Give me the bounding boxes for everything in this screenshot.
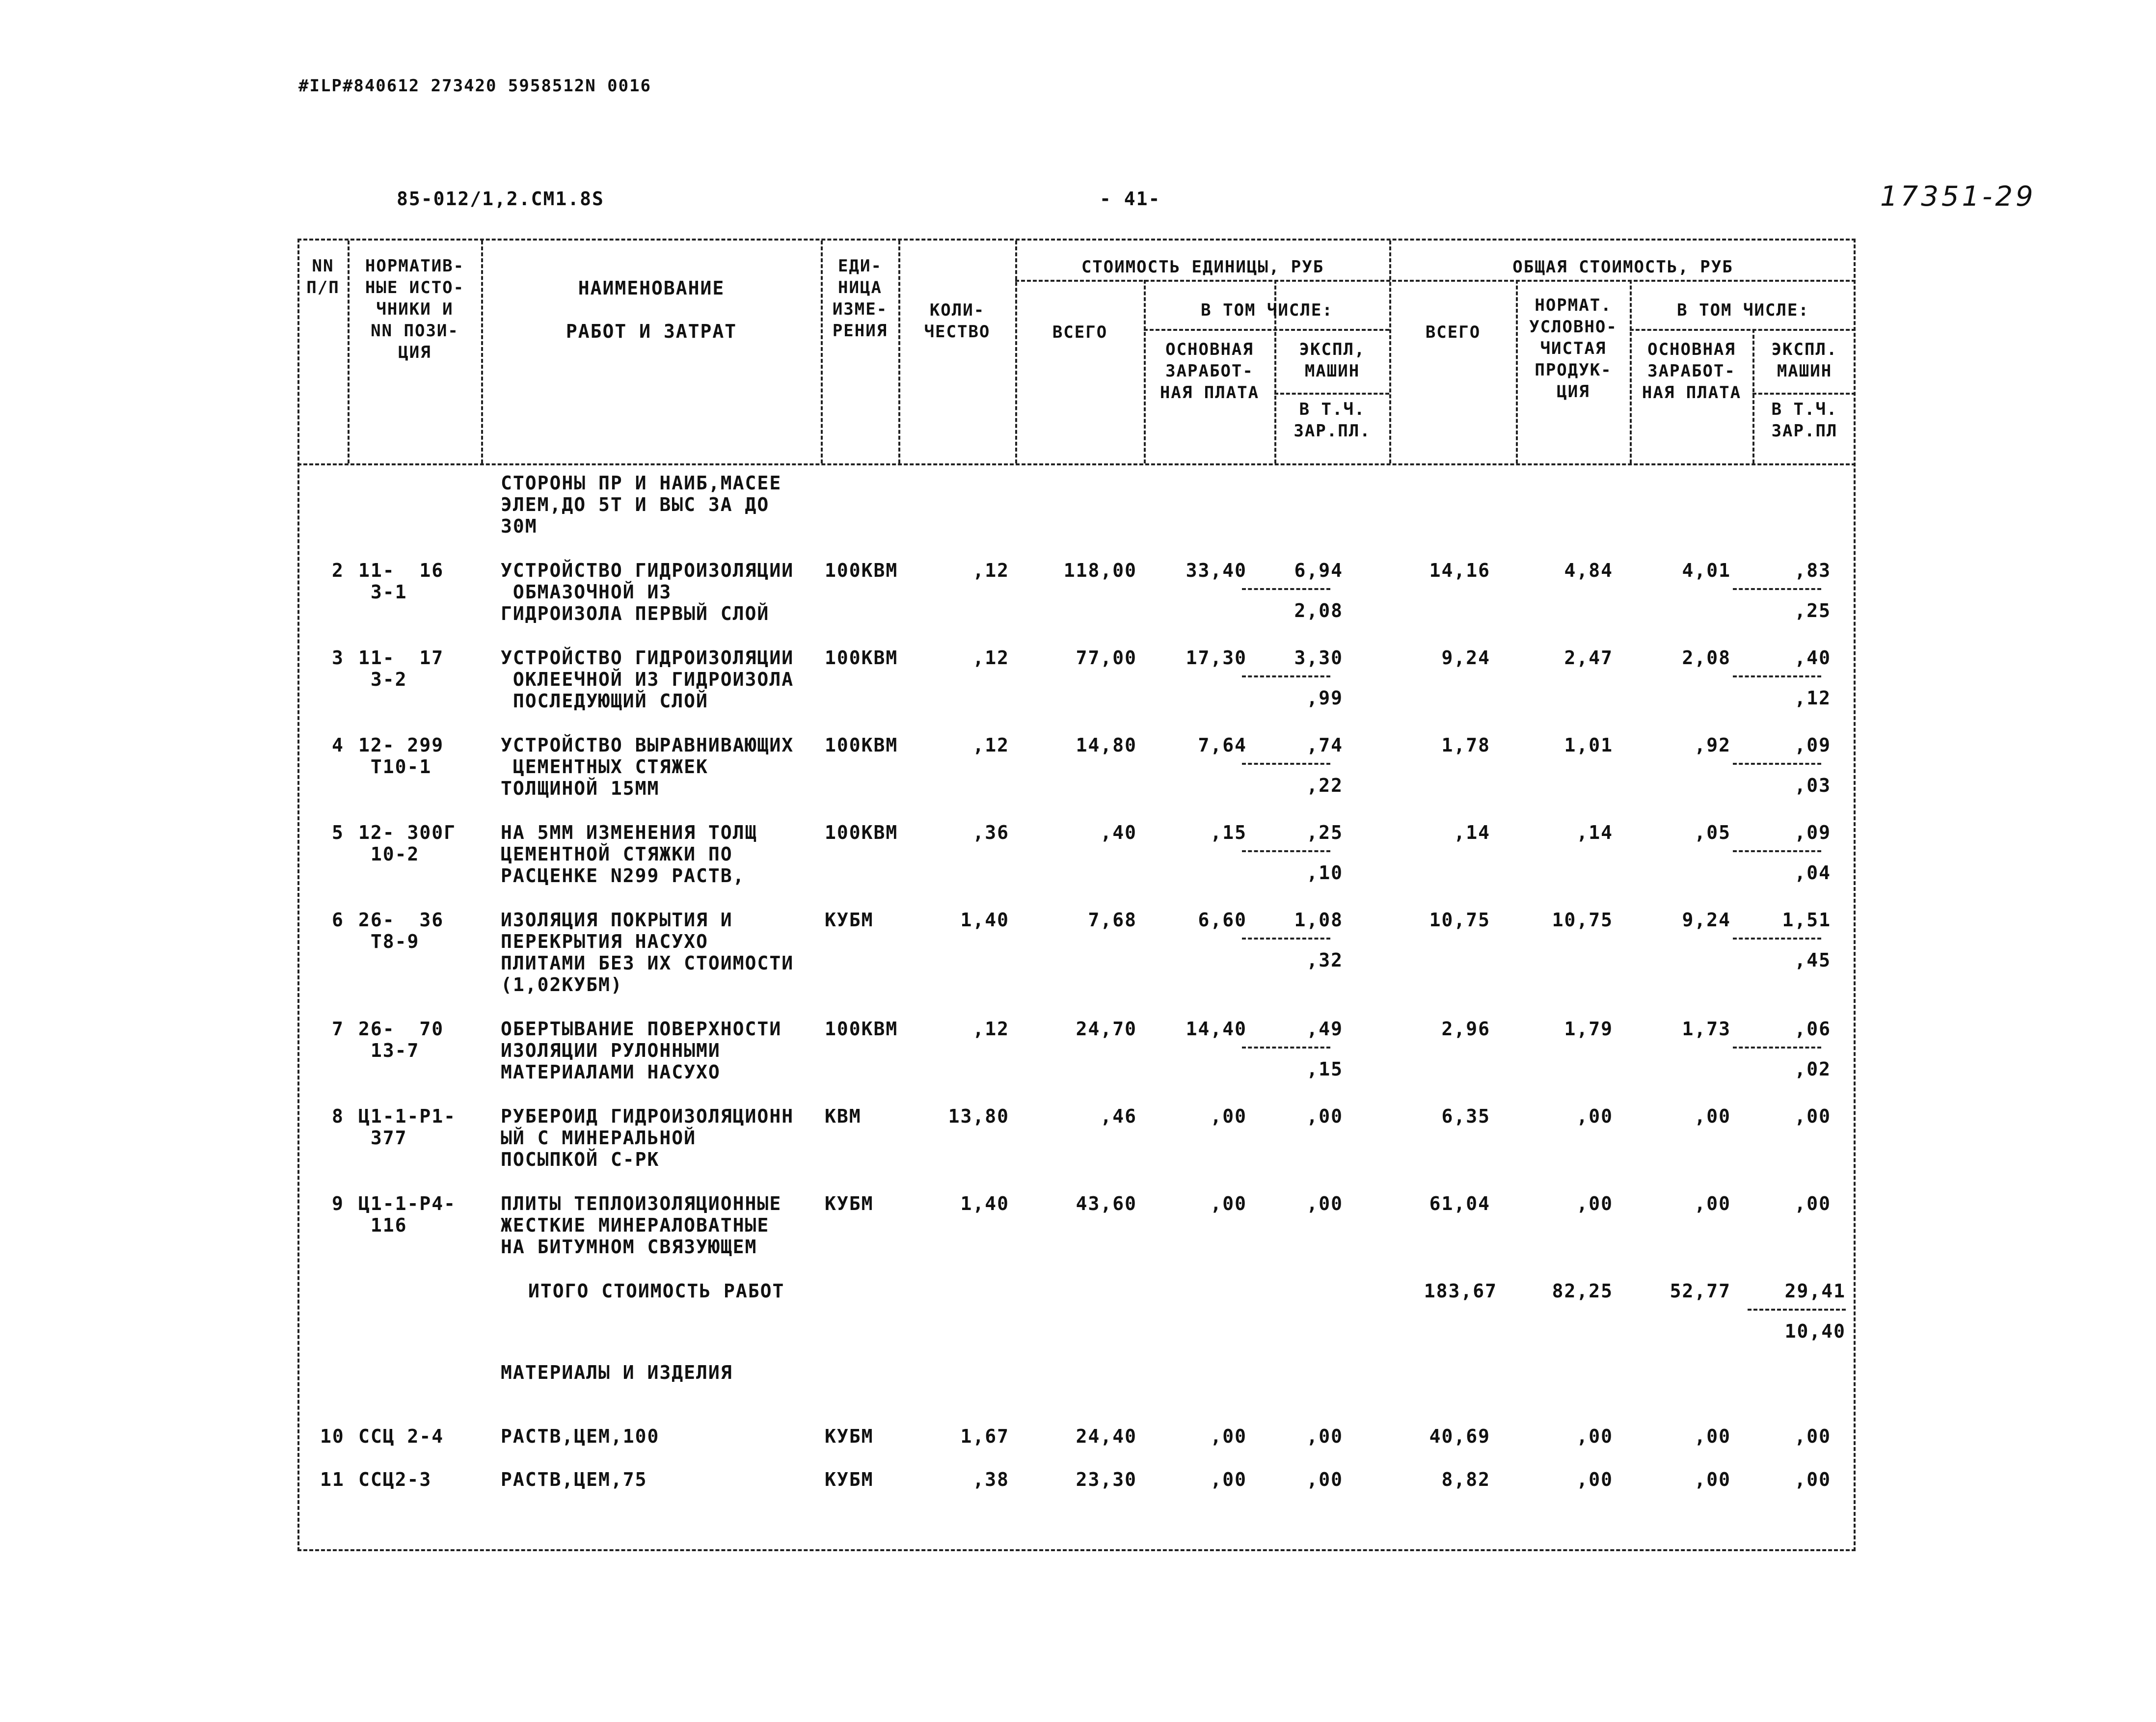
row-unit-wage: 17,30 [1186, 647, 1247, 669]
row-total-mach-wage: ,02 [1794, 1058, 1831, 1080]
row-qty: 13,80 [948, 1105, 1009, 1127]
row-total-norm: 10,75 [1552, 909, 1613, 931]
mach-wage-rule [1752, 393, 1856, 395]
row-unit-total: 7,68 [1088, 909, 1137, 931]
row-qty: ,12 [972, 734, 1009, 756]
mach-wage-separator [1733, 938, 1821, 940]
row-total-mach: 1,51 [1782, 909, 1831, 931]
row-number: 10 [320, 1426, 345, 1447]
row-total-norm: ,00 [1576, 1105, 1613, 1127]
header-bottom-rule [297, 463, 1856, 465]
row-unit-wage: 6,60 [1198, 909, 1247, 931]
row-unit-total: 77,00 [1076, 647, 1137, 669]
row-number: 8 [332, 1105, 344, 1127]
row-total-mach: ,09 [1794, 734, 1831, 756]
mach-wage-separator [1733, 675, 1821, 677]
section-title: МАТЕРИАЛЫ И ИЗДЕЛИЯ [501, 1362, 733, 1383]
row-total-mach: ,83 [1794, 560, 1831, 581]
row-total-wage: ,00 [1694, 1426, 1731, 1447]
row-source: 12- 300Г 10-2 [358, 822, 457, 865]
row-source: 26- 70 13-7 [358, 1018, 444, 1061]
mach-wage-separator [1733, 588, 1821, 590]
row-name: РАСТВ,ЦЕМ,75 [501, 1469, 647, 1490]
row-total-mach: ,06 [1794, 1018, 1831, 1040]
total-incl-header: В ТОМ ЧИСЛЕ: [1677, 300, 1809, 320]
row-unit-mach: 1,08 [1294, 909, 1343, 931]
row-unit-total: ,40 [1100, 822, 1137, 843]
col-normative-header: НОРМАТИВ- НЫЕ ИСТО- ЧНИКИ И NN ПОЗИ- ЦИЯ [365, 256, 465, 362]
mach-wage-separator [1733, 850, 1821, 852]
row-unit-total: 24,70 [1076, 1018, 1137, 1040]
row-unit: КУБМ [825, 1469, 874, 1490]
row-unit: 100КВМ [825, 822, 898, 843]
row-total-wage: 1,73 [1682, 1018, 1731, 1040]
row-total-norm: 1,79 [1564, 1018, 1613, 1040]
col-name-header: НАИМЕНОВАНИЕ РАБОТ И ЗАТРАТ [566, 277, 737, 342]
row-source: 11- 16 3-1 [358, 560, 444, 603]
row-qty: ,12 [972, 647, 1009, 669]
col-total-mach-wage-header: В Т.Ч. ЗАР.ПЛ [1771, 400, 1838, 441]
page-number: - 41- [1100, 188, 1161, 210]
row-name: ОБЕРТЫВАНИЕ ПОВЕРХНОСТИ ИЗОЛЯЦИИ РУЛОННЫМИ МАТЕРИАЛАМИ НАСУХО [501, 1018, 782, 1083]
row-name: УСТРОЙСТВО ГИДРОИЗОЛЯЦИИ ОКЛЕЕЧНОЙ ИЗ ГИДРОИЗОЛА ПОСЛЕДУЮЩИЙ СЛОЙ [501, 647, 794, 712]
row-unit: КУБМ [825, 1426, 874, 1447]
continuation-text: СТОРОНЫ ПР И НАИБ,МАСЕЕ ЭЛЕМ,ДО 5Т И ВЫС ЗА ДО 30М [501, 472, 782, 537]
row-name: НА 5ММ ИЗМЕНЕНИЯ ТОЛЩ ЦЕМЕНТНОЙ СТЯЖКИ ПО РАСЦЕНКЕ N299 РАСТВ, [501, 822, 757, 887]
row-qty: ,36 [972, 822, 1009, 843]
row-total-all: 9,24 [1441, 647, 1490, 669]
row-total-wage: ,00 [1694, 1469, 1731, 1490]
subtotal-total-all: 183,67 [1424, 1280, 1497, 1302]
row-total-norm: 1,01 [1564, 734, 1613, 756]
row-source: 11- 17 3-2 [358, 647, 444, 690]
row-unit-wage: ,00 [1210, 1193, 1247, 1214]
row-name: ПЛИТЫ ТЕПЛОИЗОЛЯЦИОННЫЕ ЖЕСТКИЕ МИНЕРАЛОВАТНЫЕ НА БИТУМНОМ СВЯЗУЮЩЕМ [501, 1193, 782, 1258]
mach-wage-separator [1242, 763, 1330, 765]
sheet-code: 85-012/1,2.CM1.8S [397, 188, 604, 210]
row-total-all: 40,69 [1429, 1426, 1490, 1447]
row-total-all: 2,96 [1441, 1018, 1490, 1040]
row-source: 12- 299 T10-1 [358, 734, 444, 778]
row-name: УСТРОЙСТВО ГИДРОИЗОЛЯЦИИ ОБМАЗОЧНОЙ ИЗ ГИДРОИЗОЛА ПЕРВЫЙ СЛОЙ [501, 560, 794, 624]
row-source: 26- 36 T8-9 [358, 909, 444, 952]
row-total-norm: ,00 [1576, 1469, 1613, 1490]
row-unit-wage: 33,40 [1186, 560, 1247, 581]
row-number: 9 [332, 1193, 344, 1214]
row-unit-wage: ,00 [1210, 1469, 1247, 1490]
row-total-norm: ,00 [1576, 1193, 1613, 1214]
document-code: #ILP#840612 273420 5958512N 0016 [298, 76, 652, 96]
row-unit-mach: ,49 [1306, 1018, 1343, 1040]
row-qty: ,12 [972, 560, 1009, 581]
estimate-table [297, 239, 1856, 1551]
col-divider [898, 241, 900, 463]
row-name: ИЗОЛЯЦИЯ ПОКРЫТИЯ И ПЕРЕКРЫТИЯ НАСУХО ПЛИТАМИ БЕЗ ИХ СТОИМОСТИ (1,02КУБМ) [501, 909, 794, 996]
row-unit: 100КВМ [825, 734, 898, 756]
row-total-norm: ,00 [1576, 1426, 1613, 1447]
row-unit-mach: 3,30 [1294, 647, 1343, 669]
mach-wage-separator [1242, 675, 1330, 677]
row-unit-wage: 14,40 [1186, 1018, 1247, 1040]
col-nn-header: NN П/П [306, 256, 340, 297]
row-name: РУБЕРОИД ГИДРОИЗОЛЯЦИОНН ЫЙ С МИНЕРАЛЬНОЙ ПОСЫПКОЙ С-РК [501, 1105, 794, 1170]
subtotal-total-norm: 82,25 [1552, 1280, 1613, 1302]
row-unit-mach: ,00 [1306, 1193, 1343, 1214]
row-unit: КВМ [825, 1105, 862, 1127]
row-number: 4 [332, 734, 344, 756]
row-source: ССЦ 2-4 [358, 1426, 444, 1447]
row-total-all: 6,35 [1441, 1105, 1490, 1127]
row-qty: 1,40 [960, 1193, 1009, 1214]
row-number: 3 [332, 647, 344, 669]
row-total-mach-wage: ,04 [1794, 862, 1831, 884]
subtotal-total-mach: 29,41 [1784, 1280, 1846, 1302]
mach-wage-separator [1733, 763, 1821, 765]
row-total-mach: ,00 [1794, 1105, 1831, 1127]
mach-wage-separator [1733, 1047, 1821, 1049]
subtotal-total-mach-wage: 10,40 [1784, 1320, 1846, 1342]
row-total-wage: 4,01 [1682, 560, 1731, 581]
col-qty-header: КОЛИ- ЧЕСТВО [924, 300, 991, 342]
row-unit-mach: ,00 [1306, 1426, 1343, 1447]
row-total-norm: 2,47 [1564, 647, 1613, 669]
row-source: Ц1-1-Р4- 116 [358, 1193, 457, 1236]
row-total-mach: ,00 [1794, 1193, 1831, 1214]
row-unit-total: ,46 [1100, 1105, 1137, 1127]
row-name: УСТРОЙСТВО ВЫРАВНИВАЮЩИХ ЦЕМЕНТНЫХ СТЯЖЕК ТОЛЩИНОЙ 15ММ [501, 734, 794, 799]
row-total-mach: ,09 [1794, 822, 1831, 843]
row-total-wage: 2,08 [1682, 647, 1731, 669]
row-total-all: 61,04 [1429, 1193, 1490, 1214]
row-number: 6 [332, 909, 344, 931]
mach-wage-separator [1242, 938, 1330, 940]
row-total-mach-wage: ,03 [1794, 775, 1831, 796]
row-unit-wage: ,15 [1210, 822, 1247, 843]
row-total-mach-wage: ,45 [1794, 949, 1831, 971]
row-number: 11 [320, 1469, 345, 1490]
row-unit-mach: ,74 [1306, 734, 1343, 756]
col-unit-mach-wage-header: В Т.Ч. ЗАР.ПЛ. [1294, 400, 1371, 441]
col-total-wage-header: ОСНОВНАЯ ЗАРАБОТ- НАЯ ПЛАТА [1642, 340, 1742, 403]
row-unit-mach: ,25 [1306, 822, 1343, 843]
subgroup-header-rule [1630, 329, 1856, 331]
row-qty: 1,40 [960, 909, 1009, 931]
row-unit: КУБМ [825, 1193, 874, 1214]
row-total-wage: 9,24 [1682, 909, 1731, 931]
row-unit: КУБМ [825, 909, 874, 931]
row-unit-mach-wage: ,99 [1306, 687, 1343, 709]
row-total-wage: ,00 [1694, 1193, 1731, 1214]
row-source: ССЦ2-3 [358, 1469, 432, 1490]
total-cost-group-header: ОБЩАЯ СТОИМОСТЬ, РУБ [1512, 257, 1733, 277]
group-header-rule [1015, 280, 1856, 282]
mach-wage-separator [1242, 1047, 1330, 1049]
row-unit-mach: ,00 [1306, 1105, 1343, 1127]
row-total-all: ,14 [1454, 822, 1490, 843]
row-total-wage: ,05 [1694, 822, 1731, 843]
row-unit-total: 43,60 [1076, 1193, 1137, 1214]
row-unit-mach: ,00 [1306, 1469, 1343, 1490]
subtotal-label: ИТОГО СТОИМОСТЬ РАБОТ [528, 1280, 785, 1302]
row-total-mach: ,00 [1794, 1426, 1831, 1447]
col-unit-wage-header: ОСНОВНАЯ ЗАРАБОТ- НАЯ ПЛАТА [1159, 340, 1260, 403]
row-unit-total: 24,40 [1076, 1426, 1137, 1447]
row-total-mach-wage: ,12 [1794, 687, 1831, 709]
row-unit-mach-wage: ,15 [1306, 1058, 1343, 1080]
row-total-wage: ,92 [1694, 734, 1731, 756]
row-unit-mach-wage: ,22 [1306, 775, 1343, 796]
col-unit-header: ЕДИ- НИЦА ИЗМЕ- РЕНИЯ [832, 256, 888, 341]
unit-cost-group-header: СТОИМОСТЬ ЕДИНИЦЫ, РУБ [1081, 257, 1324, 277]
subtotal-total-wage: 52,77 [1670, 1280, 1731, 1302]
row-unit: 100КВМ [825, 647, 898, 669]
row-unit-mach-wage: 2,08 [1294, 600, 1343, 621]
row-unit: 100КВМ [825, 560, 898, 581]
col-unit-total-header: ВСЕГО [1052, 323, 1108, 342]
row-unit-total: 23,30 [1076, 1469, 1137, 1490]
col-total-norm-header: НОРМАТ. УСЛОВНО- ЧИСТАЯ ПРОДУК- ЦИЯ [1529, 296, 1617, 402]
col-total-all-header: ВСЕГО [1425, 323, 1481, 342]
col-divider [481, 241, 483, 463]
row-unit-mach: 6,94 [1294, 560, 1343, 581]
archive-number: 17351-29 [1880, 181, 2036, 213]
row-total-norm: 4,84 [1564, 560, 1613, 581]
row-total-norm: ,14 [1576, 822, 1613, 843]
mach-wage-separator [1242, 588, 1330, 590]
row-qty: ,38 [972, 1469, 1009, 1490]
row-total-mach: ,00 [1794, 1469, 1831, 1490]
unit-incl-header: В ТОМ ЧИСЛЕ: [1201, 300, 1333, 320]
row-unit-mach-wage: ,32 [1306, 949, 1343, 971]
row-source: Ц1-1-Р1- 377 [358, 1105, 457, 1149]
row-unit-total: 118,00 [1063, 560, 1137, 581]
row-number: 2 [332, 560, 344, 581]
row-unit-wage: ,00 [1210, 1105, 1247, 1127]
row-unit-wage: 7,64 [1198, 734, 1247, 756]
row-total-wage: ,00 [1694, 1105, 1731, 1127]
row-unit-total: 14,80 [1076, 734, 1137, 756]
mach-wage-separator [1242, 850, 1330, 852]
row-unit-mach-wage: ,10 [1306, 862, 1343, 884]
row-total-all: 8,82 [1441, 1469, 1490, 1490]
col-unit-mach-header: ЭКСПЛ, МАШИН [1299, 340, 1366, 381]
row-total-all: 14,16 [1429, 560, 1490, 581]
row-total-all: 1,78 [1441, 734, 1490, 756]
row-qty: ,12 [972, 1018, 1009, 1040]
row-name: РАСТВ,ЦЕМ,100 [501, 1426, 660, 1447]
row-unit-wage: ,00 [1210, 1426, 1247, 1447]
subgroup-header-rule [1144, 329, 1389, 331]
row-number: 5 [332, 822, 344, 843]
row-total-mach-wage: ,25 [1794, 600, 1831, 621]
row-number: 7 [332, 1018, 344, 1040]
row-qty: 1,67 [960, 1426, 1009, 1447]
col-total-mach-header: ЭКСПЛ. МАШИН [1771, 340, 1838, 381]
mach-wage-rule [1274, 393, 1389, 395]
mach-wage-separator [1748, 1309, 1846, 1311]
row-total-all: 10,75 [1429, 909, 1490, 931]
row-total-mach: ,40 [1794, 647, 1831, 669]
row-unit: 100КВМ [825, 1018, 898, 1040]
